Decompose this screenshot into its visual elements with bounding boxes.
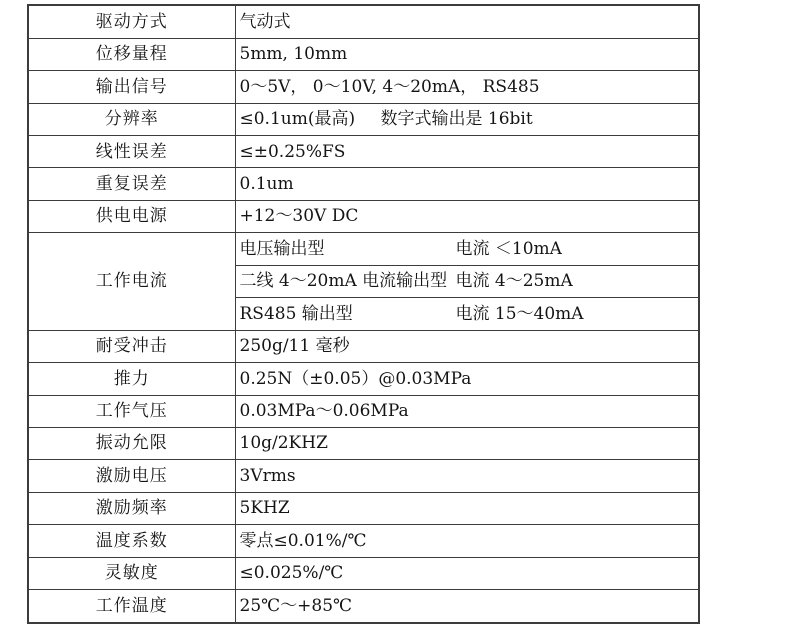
table-row-working-current-voltage-type xyxy=(28,233,699,265)
spec-value-part: 电压输出型 xyxy=(239,238,325,259)
spec-label: 位移量程 xyxy=(28,38,235,70)
spec-value: 0.25N（±0.05）@0.03MPa xyxy=(235,363,699,395)
spec-label: 推力 xyxy=(28,363,235,395)
spec-value: ≤±0.25%FS xyxy=(235,136,699,168)
spec-value: 25℃～+85℃ xyxy=(235,590,699,623)
spec-label: 工作气压 xyxy=(28,395,235,427)
table-row-output-signal xyxy=(28,71,699,103)
spec-value xyxy=(235,103,699,135)
spec-value-part: 电流 15～40mA xyxy=(455,303,584,324)
spec-value: 5mm, 10mm xyxy=(235,38,699,70)
spec-label: 分辨率 xyxy=(28,103,235,135)
spec-value-split xyxy=(240,271,697,291)
spec-label: 工作电流 xyxy=(28,233,235,330)
spec-label: 线性误差 xyxy=(28,136,235,168)
table-row-sensitivity xyxy=(28,557,699,589)
table-row-drive-mode xyxy=(28,5,699,38)
spec-value xyxy=(235,233,699,265)
spec-value-part: 数字式输出是 16bit xyxy=(380,109,533,130)
spec-label: 温度系数 xyxy=(28,525,235,557)
table-row-vibration-limit xyxy=(28,427,699,459)
table-row-power-supply xyxy=(28,200,699,232)
table-row-thrust xyxy=(28,363,699,395)
spec-value: 250g/11 毫秒 xyxy=(235,330,699,362)
spec-value-part: 电流 4～25mA xyxy=(455,271,573,292)
spec-value-split xyxy=(240,239,697,259)
spec-value: 气动式 xyxy=(235,5,699,38)
spec-label: 驱动方式 xyxy=(28,5,235,38)
spec-value-split xyxy=(240,304,697,324)
spec-value: 0.03MPa～0.06MPa xyxy=(235,395,699,427)
table-row-temperature-coefficient xyxy=(28,525,699,557)
table-row-excitation-frequency xyxy=(28,492,699,524)
spec-value xyxy=(235,265,699,297)
spec-label: 激励电压 xyxy=(28,460,235,492)
table-row-excitation-voltage xyxy=(28,460,699,492)
spec-value: ≤0.025%/℃ xyxy=(235,557,699,589)
spec-label: 振动允限 xyxy=(28,427,235,459)
spec-label: 输出信号 xyxy=(28,71,235,103)
table-row-shock-resistance xyxy=(28,330,699,362)
spec-value-split xyxy=(240,109,697,129)
spec-label: 耐受冲击 xyxy=(28,330,235,362)
spec-value: 0～5V， 0～10V, 4～20mA， RS485 xyxy=(235,71,699,103)
table-row-displacement-range xyxy=(28,38,699,70)
spec-value: 10g/2KHZ xyxy=(235,427,699,459)
spec-value: 3Vrms xyxy=(235,460,699,492)
table-row-working-air-pressure xyxy=(28,395,699,427)
spec-label: 重复误差 xyxy=(28,168,235,200)
spec-value xyxy=(235,298,699,330)
table-row-repeat-error xyxy=(28,168,699,200)
spec-value-part: 二线 4～20mA 电流输出型 xyxy=(239,271,448,292)
spec-value: 0.1um xyxy=(235,168,699,200)
spec-value: 5KHZ xyxy=(235,492,699,524)
spec-table xyxy=(27,4,700,624)
spec-value: +12～30V DC xyxy=(235,200,699,232)
spec-value: 零点≤0.01%/℃ xyxy=(235,525,699,557)
spec-label: 供电电源 xyxy=(28,200,235,232)
spec-label: 激励频率 xyxy=(28,492,235,524)
spec-label: 灵敏度 xyxy=(28,557,235,589)
table-row-working-temperature xyxy=(28,590,699,623)
table-row-linearity-error xyxy=(28,136,699,168)
spec-value-part: 电流 ＜10mA xyxy=(455,238,562,259)
spec-value-part: ≤0.1um(最高) xyxy=(239,109,356,130)
table-row-resolution xyxy=(28,103,699,135)
spec-label: 工作温度 xyxy=(28,590,235,623)
spec-value-part: RS485 输出型 xyxy=(239,303,353,324)
